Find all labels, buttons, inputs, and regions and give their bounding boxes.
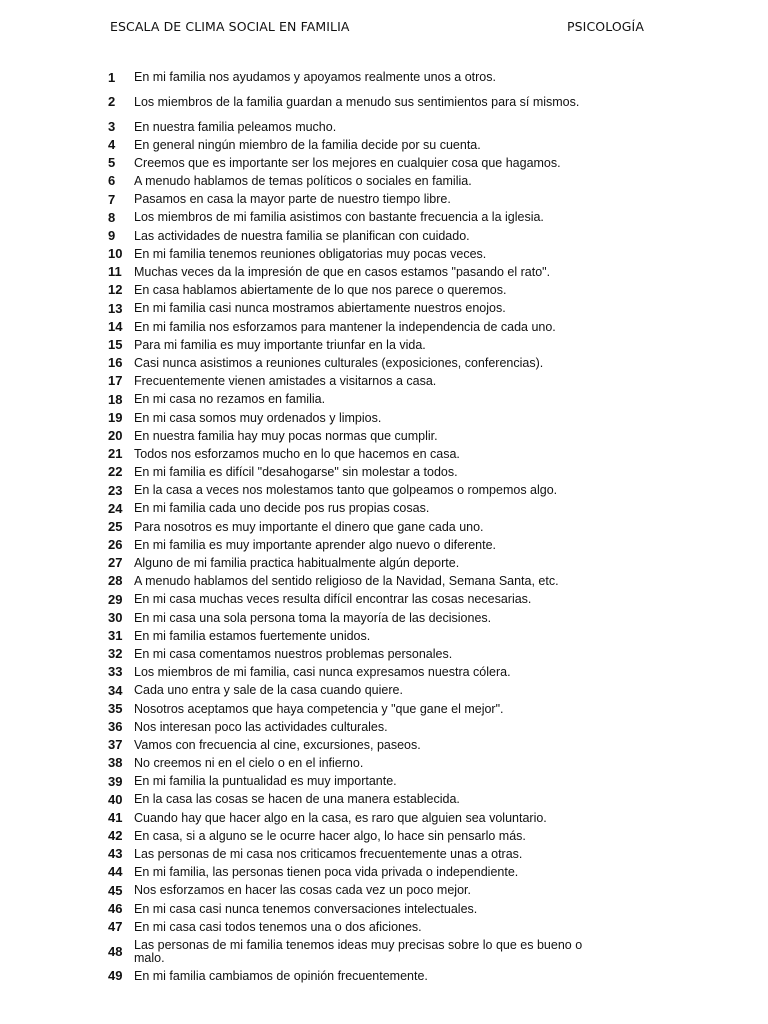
item-number: 11 xyxy=(108,264,122,280)
item-number: 4 xyxy=(108,136,116,152)
list-item xyxy=(108,445,588,463)
item-text: Creemos que es importante ser los mejores en cualquier cosa que hagamos. xyxy=(134,155,561,170)
item-number: 24 xyxy=(108,500,123,516)
list-item xyxy=(108,499,588,517)
item-text: Cuando hay que hacer algo en la casa, es raro que alguien sea voluntario. xyxy=(134,810,547,825)
item-text: En mi familia nos esforzamos para mantener la independencia de cada uno. xyxy=(134,319,556,334)
item-text: En mi casa muchas veces resulta difícil encontrar las cosas necesarias. xyxy=(134,592,532,607)
item-text: Alguno de mi familia practica habitualmente algún deporte. xyxy=(134,556,460,571)
item-number: 37 xyxy=(108,737,123,753)
item-number: 47 xyxy=(108,919,123,935)
list-item xyxy=(108,154,588,172)
item-text: Para mi familia es muy importante triunfar en la vida. xyxy=(134,337,426,352)
item-text: En casa, si a alguno se le ocurre hacer algo, lo hace sin pensarlo más. xyxy=(134,828,526,843)
item-number: 10 xyxy=(108,246,123,262)
item-number: 15 xyxy=(108,337,123,353)
item-text: A menudo hablamos de temas políticos o sociales en familia. xyxy=(134,174,472,189)
list-item xyxy=(108,808,588,826)
list-item xyxy=(108,754,588,772)
list-item xyxy=(108,208,588,226)
item-number: 45 xyxy=(108,882,123,898)
item-number: 43 xyxy=(108,846,123,862)
item-text: En mi familia nos ayudamos y apoyamos realmente unos a otros. xyxy=(134,70,496,85)
item-text: En mi casa casi nunca tenemos conversaciones intelectuales. xyxy=(134,901,478,916)
item-text: En mi casa una sola persona toma la mayoría de las decisiones. xyxy=(134,610,492,625)
item-number: 41 xyxy=(108,809,123,825)
list-item xyxy=(108,68,588,86)
item-text: Los miembros de mi familia, casi nunca expresamos nuestra cólera. xyxy=(134,665,511,680)
item-number: 25 xyxy=(108,518,123,534)
item-text: Las actividades de nuestra familia se planifican con cuidado. xyxy=(134,228,470,243)
item-text: Las personas de mi familia tenemos ideas muy precisas sobre lo que es bueno o malo. xyxy=(134,938,583,965)
item-number: 48 xyxy=(108,943,123,959)
list-item xyxy=(108,936,588,967)
item-number: 30 xyxy=(108,609,123,625)
item-text: Cada uno entra y sale de la casa cuando quiere. xyxy=(134,683,403,698)
item-text: Los miembros de la familia guardan a menudo sus sentimientos para sí mismos. xyxy=(134,94,580,109)
list-item xyxy=(108,863,588,881)
list-item xyxy=(108,590,588,608)
item-text: En mi casa no rezamos en familia. xyxy=(134,392,326,407)
list-item xyxy=(108,899,588,917)
list-item xyxy=(108,481,588,499)
list-item xyxy=(108,681,588,699)
list-item xyxy=(108,790,588,808)
item-number: 28 xyxy=(108,573,123,589)
item-number: 12 xyxy=(108,282,123,298)
item-number: 38 xyxy=(108,755,123,771)
list-item xyxy=(108,917,588,935)
list-item xyxy=(108,736,588,754)
list-item xyxy=(108,717,588,735)
item-number: 14 xyxy=(108,318,123,334)
list-item xyxy=(108,967,588,985)
item-text: Muchas veces da la impresión de que en casos estamos "pasando el rato". xyxy=(134,265,551,280)
list-item xyxy=(108,517,588,535)
item-number: 19 xyxy=(108,409,123,425)
questionnaire-list xyxy=(108,68,588,985)
item-number: 44 xyxy=(108,864,123,880)
list-item xyxy=(108,335,588,353)
item-text: Todos nos esforzamos mucho en lo que hacemos en casa. xyxy=(134,446,460,461)
item-number: 39 xyxy=(108,773,123,789)
item-text: En nuestra familia hay muy pocas normas que cumplir. xyxy=(134,428,438,443)
list-item xyxy=(108,190,588,208)
item-number: 2 xyxy=(108,94,116,110)
list-item xyxy=(108,626,588,644)
list-item xyxy=(108,772,588,790)
item-number: 23 xyxy=(108,482,123,498)
item-number: 16 xyxy=(108,355,123,371)
item-text: En la casa las cosas se hacen de una manera establecida. xyxy=(134,792,460,807)
item-text: En casa hablamos abiertamente de lo que nos parece o queremos. xyxy=(134,283,507,298)
list-item xyxy=(108,463,588,481)
list-item xyxy=(108,608,588,626)
item-text: En mi familia tenemos reuniones obligatorias muy pocas veces. xyxy=(134,246,487,261)
item-number: 35 xyxy=(108,700,123,716)
list-item xyxy=(108,372,588,390)
item-text: Las personas de mi casa nos criticamos frecuentemente unas a otras. xyxy=(134,847,523,862)
item-number: 7 xyxy=(108,191,116,207)
item-text: En mi casa somos muy ordenados y limpios. xyxy=(134,410,382,425)
list-item xyxy=(108,117,588,135)
item-text: En la casa a veces nos molestamos tanto que golpeamos o rompemos algo. xyxy=(134,483,558,498)
list-item xyxy=(108,86,588,117)
item-text: Pasamos en casa la mayor parte de nuestro tiempo libre. xyxy=(134,192,451,207)
list-item xyxy=(108,554,588,572)
item-number: 3 xyxy=(108,118,116,134)
item-number: 49 xyxy=(108,968,123,984)
item-number: 8 xyxy=(108,209,116,225)
subject-label: PSICOLOGÍA xyxy=(566,19,644,34)
item-number: 20 xyxy=(108,427,123,443)
page-header xyxy=(110,19,644,37)
item-text: Para nosotros es muy importante el dinero que gane cada uno. xyxy=(134,519,484,534)
item-text: En mi familia estamos fuertemente unidos. xyxy=(134,628,371,643)
list-item xyxy=(108,663,588,681)
item-number: 31 xyxy=(108,628,123,644)
item-number: 46 xyxy=(108,900,123,916)
item-number: 6 xyxy=(108,173,116,189)
list-item xyxy=(108,645,588,663)
item-number: 5 xyxy=(108,155,116,171)
list-item xyxy=(108,263,588,281)
item-text: Frecuentemente vienen amistades a visitarnos a casa. xyxy=(134,374,437,389)
item-text: En mi familia casi nunca mostramos abiertamente nuestros enojos. xyxy=(134,301,506,316)
item-number: 1 xyxy=(108,69,116,85)
item-number: 17 xyxy=(108,373,123,389)
item-text: En mi casa casi todos tenemos una o dos aficiones. xyxy=(134,919,422,934)
item-number: 26 xyxy=(108,537,123,553)
list-item xyxy=(108,172,588,190)
item-number: 33 xyxy=(108,664,123,680)
list-item xyxy=(108,408,588,426)
item-number: 34 xyxy=(108,682,123,698)
list-item xyxy=(108,135,588,153)
document-title: ESCALA DE CLIMA SOCIAL EN FAMILIA xyxy=(110,19,350,34)
item-number: 29 xyxy=(108,591,123,607)
list-item xyxy=(108,845,588,863)
item-text: Nos esforzamos en hacer las cosas cada vez un poco mejor. xyxy=(134,883,471,898)
item-text: En mi familia, las personas tienen poca vida privada o independiente. xyxy=(134,865,519,880)
item-text: Nosotros aceptamos que haya competencia y "que gane el mejor". xyxy=(134,701,504,716)
item-text: En mi familia es muy importante aprender algo nuevo o diferente. xyxy=(134,537,496,552)
list-item xyxy=(108,281,588,299)
item-text: En general ningún miembro de la familia decide por su cuenta. xyxy=(134,137,481,152)
item-text: A menudo hablamos del sentido religioso de la Navidad, Semana Santa, etc. xyxy=(134,574,559,589)
item-text: En nuestra familia peleamos mucho. xyxy=(134,119,337,134)
list-item xyxy=(108,299,588,317)
item-text: En mi casa comentamos nuestros problemas personales. xyxy=(134,646,453,661)
list-item xyxy=(108,354,588,372)
item-number: 36 xyxy=(108,718,123,734)
item-text: Casi nunca asistimos a reuniones culturales (exposiciones, conferencias). xyxy=(134,355,544,370)
item-text: En mi familia la puntualidad es muy importante. xyxy=(134,774,397,789)
item-text: Los miembros de mi familia asistimos con bastante frecuencia a la iglesia. xyxy=(134,210,544,225)
item-text: Vamos con frecuencia al cine, excursiones, paseos. xyxy=(134,737,421,752)
list-item xyxy=(108,881,588,899)
item-number: 9 xyxy=(108,227,116,243)
list-item xyxy=(108,827,588,845)
item-number: 42 xyxy=(108,828,123,844)
item-number: 18 xyxy=(108,391,123,407)
list-item xyxy=(108,226,588,244)
item-number: 13 xyxy=(108,300,123,316)
item-number: 22 xyxy=(108,464,123,480)
item-text: Nos interesan poco las actividades culturales. xyxy=(134,719,388,734)
item-number: 27 xyxy=(108,555,123,571)
item-text: En mi familia cada uno decide pos rus propias cosas. xyxy=(134,501,430,516)
list-item xyxy=(108,426,588,444)
item-number: 21 xyxy=(108,446,123,462)
item-text: No creemos ni en el cielo o en el infierno. xyxy=(134,756,364,771)
list-item xyxy=(108,390,588,408)
list-item xyxy=(108,536,588,554)
list-item xyxy=(108,317,588,335)
item-number: 32 xyxy=(108,646,123,662)
item-text: En mi familia cambiamos de opinión frecuentemente. xyxy=(134,968,428,983)
item-text: En mi familia es difícil "desahogarse" sin molestar a todos. xyxy=(134,465,458,480)
item-number: 40 xyxy=(108,791,123,807)
list-item xyxy=(108,245,588,263)
list-item xyxy=(108,572,588,590)
list-item xyxy=(108,699,588,717)
